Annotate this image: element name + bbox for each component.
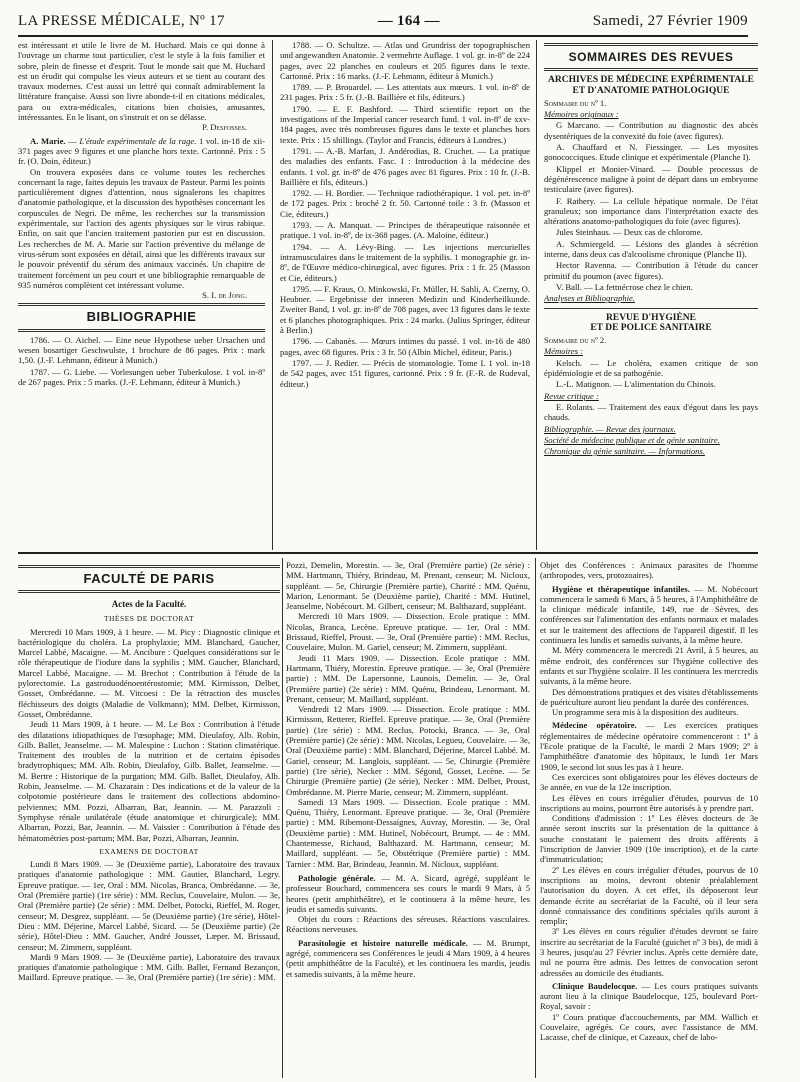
course-heading: Pathologie générale. [298,872,376,883]
course-parasitologie [286,938,530,979]
course-medecine-operatoire [540,720,758,771]
sommaire-label: Sommaire du nº 1. [544,97,607,108]
section-rule [544,68,758,71]
analyses-label: Analyses et Bibliographie. [544,293,635,304]
examens-paragraph: Pozzi, Demelin, Morestin. — 3e, Oral (Première partie) (2e série) : MM. Hartmann, Thiéry, Brindeau, M. Prenant, censeur; M. Nicloux, suppléant. — 5e, Chirurgie (Première partie), Charité : MM. Quénu, Marion, Lenormant. 5e (Deuxième partie), Charité : MM. Hutinel, Jeanselme, Nobécourt. M. Gilbert, censeur; M. Balthazard, suppléant. [286,560,530,612]
actes-heading: Actes de la Faculté. [111,599,187,610]
faculte-heading: FACULTÉ DE PARIS [83,571,215,586]
section-rule [18,303,265,306]
course-objet: Objet du cours : Réactions des séreuses. Réactions vasculaires. Réactions nerveuses. [286,914,530,935]
section-rule [18,565,280,568]
biblio-entry: 1788. — O. Schultze. — Atlas und Grundriss der topographischen und angewandten Anatomie. 2 vermehrte Auflage. 1 vol. gr. in-8º de 224 pages, avec 22 planches en couleurs et 205 figures dans le texte. Cartonné. Prix : 16 marks. (J.-F. Lehmann, éditeur à Munich.) [280,40,530,81]
course-body: — Les cours pratiques suivants auront lieu à la clinique Baudelocque, 125, boulevard Port-Royal, savoir : [540,980,758,1012]
column-2-bottom [286,560,530,979]
column-3-top [544,40,758,457]
header-rule [18,35,748,37]
course-paragraph: 1º Cours pratique d'accouchements, par MM. Wallich et Couvelaire, agrégés. Ce cours, avec l'assistance de MM. Lacasse, chef de clinique, et Cazeaux, chef de labo- [540,1011,758,1043]
memoires-label: Mémoires originaux : [544,109,619,120]
course-paragraph: 2º Les élèves en cours irrégulier d'études, pourvus de 10 inscriptions au moins, devront obtenir préalablement l'autorisation du doyen. A cet effet, ils déposeront leur demande écrite au secrétariat de la Faculté, où il leur sera donné connaissance des conditions spéciales qu'ils auront à remplir; [540,864,758,927]
biblio-entry: 1786. — O. Aichel. — Eine neue Hypothese ueber Ursachen und wesen bosartiger Geschwulste, 1 brochure de 86 pages. Prix : mark 1,50. (J.-F. Lehmann, éditeur à Munich.) [18,334,265,366]
book-details: 1 vol. in-18 de xii-371 pages avec 9 figures et une planche hors texte. Cartonné. Prix : 5 fr. (O. Doin, éditeur.) [18,135,265,167]
review-signature-marie: S. I. de Jong. [202,290,247,301]
course-hygiene [540,584,758,646]
biblio-entry: 1790. — E. F. Bashford. — Third scientific report on the investigations of the Imperial cancer research fund. 1 vol. in-8º de xxv-184 pages, avec très nombreuses figures dans le texte et planches hors texte. Prix : 15 shillings. (Taylor and Francis, éditeurs à Londres.) [280,103,530,145]
course-paragraph: M. Méry commencera le mercredi 21 Avril, à 5 heures, au même endroit, des conférences sur l'hygiène collective des enfants et sur l'hygiène scolaire. Il les continuera les mercredis suivants, à la même heure. [540,645,758,687]
journal-title: LA PRESSE MÉDICALE, Nº 17 [18,12,225,29]
course-body: — M. Nobécourt commencera le samedi 6 Mars, à 5 heures, à l'Amphithéâtre de la clinique médicale infantile, 149, rue de Sèvres, des conférences sur l'alimentation des enfants normaux et malades et sur le traitement des affections de l'appareil digestif. Il les continuera les lundis et samedis suivants, à la même heure. [540,583,758,646]
journal-heading [544,75,758,96]
course-paragraph: 3º Les élèves en cours régulier d'études devront se faire inscrire au secrétariat de la Faculté (guichet nº 3 bis), de midi à 3 heures, jusqu'au 27 Février inclus. Après cette dernière date, nul ne pourra être admis. Des lettres de convocation seront adressées au domicile des étudiants. [540,926,758,978]
biblio-entry: 1791. — A.-B. Marfan, J. Andérodias, R. Cruchet. — La pratique des maladies des enfants. Fasc. I : Introduction à la médecine des enfants. 1 vol. gr. in-8º de 476 pages avec 81 figures. Prix : 10 fr. (J.-B. Baillière et fils, éditeurs.) [280,145,530,187]
column-divider [536,40,537,550]
revue-item: G Marcano. — Contribution au diagnostic des abcès dysentériques de la convexité du foie (avec figures). [544,120,758,141]
examens-paragraph: Lundi 8 Mars 1909. — 3e (Deuxième partie), Laboratoire des travaux pratiques d'anatomie pathologique : MM. Gautier, Blanchard, Legry. Epreuve pratique. — 1er, Oral : MM. Nicolas, Branca, Ombrédanne. — 3e, Oral (Première partie) (1re série) : MM. Reclus, Couvelaire, Mulon. — 3e, Oral (Première partie) (2e série) : MM. Delbet, Potocki, Rieffel, M. Roger, censeur; M. Desgrez, suppléant. — 5e (Deuxième partie) (1re série), Hôtel-Dieu : MM. Déjerine, Marcel Labbé, Sicard. — 5e (Deuxième partie) (2e série), Hôtel-Dieu : MM. Gaucher, André Jousset, Læper. M. Brissaud, censeur; M. Zimmern, suppléant. [18,859,280,952]
course-paragraph: Les élèves en cours irrégulier d'études, pourvus de 10 inscriptions au moins, pourront être autorisés à y prendre part. [540,792,758,813]
course-body: — Les exercices pratiques réglementaires de médecine opératoire commenceront : 1º à l'Ecole pratique de la Faculté, le mardi 2 Mars 1909; 2º à l'amphithéâtre d'anatomie des hôpitaux, le lundi 1er Mars 1909, le second lot sous les pas à 1 heure. [540,720,758,772]
memoires-label: Mémoires : [544,346,584,357]
course-baudelocque [540,981,758,1012]
biblio-entry: 1792. — H. Bordier. — Technique radiothérapique. 1 vol. pet. in-8º de 172 pages. Prix : broché 2 fr. 50. Cartonné toile : 3 fr. (Masson et Cie, éditeurs.) [280,188,530,219]
revues-heading: SOMMAIRES DES REVUES [568,50,734,64]
revue-item: A. Chauffard et N. Fiessinger. — Les myosites gonococciques. Etude clinique et expérimentale (Planche I). [544,142,758,163]
revue-item: Hector Ravenna. — Contribution à l'étude du cancer primitif du poumon (avec figures). [544,260,758,281]
course-heading: Parasitologie et histoire naturelle médicale. [298,937,468,948]
examens-paragraph: Jeudi 11 Mars 1909. — Dissection. Ecole pratique : MM. Hartmann, Thiéry, Morestin. Epreuve pratique. — 3e, Oral (Première partie) : MM. De Lapersonne, Launois, Demelin. — 3e, Oral (Première partie) (2e série) : MM. Quénu, Brindeau, Lenormant. M. Prenant, censeur; M. Maillard, suppléant. [286,652,530,704]
section-rule [544,43,758,46]
theses-heading: THÈSES DE DOCTORAT [103,614,195,624]
review-body: est intéressant et utile le livre de M. Huchard. Mais ce qui donne à l'ouvrage un charme tout particulier, c'est le style à la fois familier et sobre, plein de finesse et d'esprit. Tout le monde sait que M. Huchard est un érudit qui compulse les vieux auteurs et se tient au courant des travaux modernes. C'est aussi un lettré qui connaît admirablement la littérature française. Aussi son livre abonde-t-il en citations médicales, para ou extra-médicales, citations bien choisies, amusantes, intéressantes. En le lisant, on s'instruit et on se délasse. [18,40,265,123]
journal-heading-line: ET D'ANATOMIE PATHOLOGIQUE [572,85,730,96]
examens-heading: EXAMENS DE DOCTORAT [99,846,199,856]
column-1-bottom [18,562,280,983]
biblio-entry: 1793. — A. Manquat. — Principes de thérapeutique raisonnée et pratique. 1 vol. in-8º, de ix-368 pages. (A. Maloine, éditeur.) [280,220,530,241]
column-1-top [18,40,265,388]
issue-date: Samedi, 27 Février 1909 [592,12,748,29]
revue-item: V. Ball. — La fettnécrose chez le chien. [556,281,693,292]
section-rule [18,590,280,593]
journal-heading [544,313,758,334]
theses-paragraph: Mercredi 10 Mars 1909, à 1 heure. — M. Picy : Diagnostic clinique et bactériologique du choléra. La prophylaxie; MM. Blanchard, Gaucher, Marcel Labbé, Macaigne. — M. Ancibure : Quelques considérations sur le rôle thérapeutique de l'iodure dans la syphilis ; MM. Gaucher, Blanchard, Marcel Labbé, Macaigne. — M. Brechot : Contribution à l'étude de la pylorectomie. La gastroduodénoentérostomie; MM. Kirmisson, Delbet, Gosset, Ombrédanne. — M. Vitcoesi : De la rétraction des muscles fléchisseurs des doigts (Maladie de Volkmann); MM. Delbet, Kirmisson, Gosset, Ombrédanne. [18,626,280,719]
course-heading: Hygiène et thérapeutique infantiles. [552,583,690,594]
review-body-marie: On trouvera exposées dans ce volume toutes les recherches concernant la rage, faites depuis les travaux de Pasteur. Parmi les points particulièrement dignes d'attention, nous signalerons les chapitres d'anatomie pathologique, et la discussion des hypothèses concernant les corpuscules de Negri. De même, les recherches sur la transmission expérimentale, sur l'action des agents physiques sur le virus rabique. Enfin, on sait que l'ancien traitement pastorien pur est en discussion. Les recherches de M. A. Marie sur l'action préventive du mélange de virus-sérum sont exposées en détail, ainsi que les différents travaux sur le pouvoir préventif du sérum des animaux vaccinés. Un chapitre de traitement forcément un peu court et une bibliographie remarquable de 935 numéros complètent cet intéressant volume. [18,166,265,290]
revue-item: Jules Steinhaus. — Deux cas de chlorome. [556,227,703,238]
course-body: — M. A. Sicard, agrégé, suppléant le professeur Bouchard, commencera ses cours le mardi 9 Mars, à 5 heures (petit amphithéâtre), et le continuera à la même heure, les jeudis et samedis suivants. [286,872,530,914]
revue-item: A. Schmiergeld. — Lésions des glandes à sécrétion interne, dans deux cas d'alcoolisme chronique (Planche II). [544,238,758,260]
revue-critique-label: Revue critique : [544,390,599,401]
page-number: — 164 — [377,12,440,29]
biblio-entry: 1796. — Cabanès. — Mœurs intimes du passé. 1 vol. in-16 de 480 pages, avec 68 figures. Prix : 3 fr. 50 (Albin Michel, éditeur, Paris.) [280,336,530,357]
column-3-bottom [540,560,758,1043]
biblio-entry: 1787. — G. Liebe. — Vorlesungen ueber Tuberkulose. 1 vol. in-8º de 267 pages. Prix : 5 marks. (J.-F. Lehmann, éditeur à Munich.) [18,366,265,387]
revue-item: L.-L. Matignon. — L'alimentation du Chinois. [556,379,716,390]
bibliographie-label: Bibliographie. — Revue des journaux. [544,423,676,434]
column-divider [535,558,536,1078]
course-objet: Objet des Conférences : Animaux parasites de l'homme (arthropodes, vers, protozoaires). [540,560,758,581]
examens-paragraph: Samedi 13 Mars 1909. — Dissection. Ecole pratique : MM. Quénu, Thiéry, Lenormant. Epreuve pratique. — 3e, Oral (Première partie) : MM. Ribemont-Dessaignes, Auvray, Morestin. — 3e, Oral (Deuxième partie) : MM. Hutinel, Nobécourt, Brumpt. — 4e : MM. Chantemesse, Richaud, Balthazard. M. Hartmann, censeur; M. Maillard, suppléant. — 5e, Obstétrique (Première partie) : MM. Tarnier : MM. Bar, Brindeau, Jeannin. M. Nicloux, suppléant. [286,796,530,869]
review-signature: P. Desfosses. [202,122,247,133]
theses-paragraph: Jeudi 11 Mars 1909, à 1 heure. — M. Le Box : Contribution à l'étude des dilatations idiopathiques de l'œsophage; MM. Dieulafoy, Alb. Robin, Gilb. Ballet, Jeanselme. — M. Malespine : Luchon : Station climatérique. Traitement des troubles de la nutrition et de certains épisodes bradytrophiques; MM. Alb. Robin, Dieulafoy, Gilb. Ballet, Jeanselme. — M. Bertre : Historique de la purgation; MM. Gilb. Ballet, Dieulafoy, Alb. Robin, Jeanselme. — M. Chazarain : Des indications et de la valeur de la colpotomie postérieure dans le traitement des collections abdomino-pelviennes; MM. Pozzi, Albarran, Bar, Jeannin. — M. Parazzoli : Symphyse rénale unilatérale (étude anatomique et chirurgicale); MM. Albarran, Pozzi, Bar, Jeannin. — M. Vaissier : Contribution à l'étude des hématométries post-partum; MM. Bar, Pozzi, Albarran, Jeannin. [18,719,280,843]
column-2-top [280,40,530,390]
bibliographie-heading: BIBLIOGRAPHIE [86,309,197,325]
course-paragraph: Des démonstrations pratiques et des visites d'établissements de puériculture auront lieu pendant la durée des conférences. [540,686,758,707]
revue-item: E. Rolants. — Traitement des eaux d'égout dans les pays chauds. [544,401,758,423]
course-paragraph: Conditions d'admission : 1º Les élèves docteurs de 3e année seront inscrits sur la présentation de la quittance à souche constatant le paiement des droits afférents à l'inscription de Janvier 1909 (10e inscription), et de la carte d'immatriculation; [540,813,758,865]
section-rule [544,308,758,309]
examens-paragraph: Vendredi 12 Mars 1909. — Dissection. Ecole pratique : MM. Kirmisson, Retterer, Rieffel. Epreuve pratique. — 3e, Oral (Première partie) (1re série) : MM. Reclus, Potocki, Branca. — 3e, Oral (Première partie) (2e série) : MM. Nicolas, Legueu, Couvelaire. — 3e, Oral (Deuxième partie) : MM. Blanchard, Déjerine, Marcel Labbé. M. Gariel, censeur; M. Langlois, suppléant. — 5e, Chirurgie (Première partie) (1re série), Necker : MM. Ségond, Gosset, Lecène. — 5e Chirurgie (Première partie) (2e série), Necker : MM. Delbet, Proust, Ombrédanne. M. Pierre Marie, censeur; M. Zimmern, suppléant. [286,704,530,797]
review-entry-marie: A. Marie. — L'étude expérimentale de la rage. 1 vol. in-18 de xii-371 pages avec 9 figures et une planche hors texte. Cartonné. Prix : 5 fr. (O. Doin, éditeur.) [18,135,265,167]
journal-heading-line: ET DE POLICE SANITAIRE [590,322,712,333]
examens-paragraph: Mardi 9 Mars 1909. — 3e (Deuxième partie), Laboratoire des travaux pratiques d'anatomie pathologique : MM. Gilb. Ballet, Fernand Bezançon, Maillard. Epreuve pratique. — 3e, Oral (Première partie) (1re série) : MM. [18,951,280,983]
page-header [18,8,748,34]
course-heading: Clinique Baudelocque. [552,980,638,991]
revue-item: Kelsch. — Le choléra, examen critique de son épidémiologie et de sa pathogénie. [544,357,758,379]
chronique-label: Chronique du génie sanitaire. — Informations. [544,446,705,457]
column-divider [282,558,283,1078]
course-heading: Médecine opératoire. [552,720,637,731]
societe-label: Société de médecine publique et de génie sanitaire. [544,434,720,445]
biblio-entry: 1795. — F. Kraus, O. Minkowski, Fr. Müller, H. Sahli, A. Czerny, O. Heubner. — Ergebnisse der inneren Medizin und Kinderheilkunde. Zweiter Band, 1 vol. gr. in-8º de 708 pages, avec 13 figures dans le texte et 6 planches photographiques. Prix : 24 marks. (Julius Springer, éditeur à Berlin.) [280,283,530,336]
section-rule [18,329,265,332]
author-name: A. Marie. [30,135,66,146]
biblio-entry: 1789. — P. Brouardel. — Les attentats aux mœurs. 1 vol. in-8º de 231 pages. Prix : 5 fr. (J.-B. Baillière et fils, éditeurs.) [280,82,530,103]
course-paragraph: Un programme sera mis à la disposition des auditeurs. [552,707,739,718]
column-divider [272,40,273,550]
biblio-entry: 1797. — J. Redier. — Précis de stomatologie. Tome I. 1 vol. in-18 de 542 pages, avec 151 figures, cartonné. Prix : 9 fr. (F.-R. de Rudeval, éditeur.) [280,357,530,389]
biblio-entry: 1794. — A. Lévy-Bing. — Les injections mercurielles intramusculaires dans le traitement de la syphilis. 1 monographie gr. in-8º, de l'Œuvre médico-chirurgical, avec figures. Prix : 1 fr. 25 (Masson et Cie, éditeurs.) [280,241,530,283]
course-paragraph: Ces exercices sont obligatoires pour les élèves docteurs de 3e année, en vue de la 12e inscription. [540,771,758,793]
revue-item: Klippel et Monier-Vinard. — Double processus de dégénérescence maligne à point de départ dans un embryome testiculaire (avec figures). [544,163,758,195]
journal-heading-line: ARCHIVES DE MÉDECINE EXPÉRIMENTALE [548,75,754,86]
book-title: L'étude expérimentale de la rage. [79,135,197,146]
course-body: — M. Brumpt, agrégé, commencera ses Conférences le jeudi 4 Mars 1909, à 4 heures (petit amphithéâtre de la Faculté), et les continuera les mardis, jeudis et samedis suivants, à la même heure. [286,937,530,979]
examens-paragraph: Mercredi 10 Mars 1909. — Dissection. Ecole pratique : MM. Nicolas, Branca, Lecène. Epreuve pratique. — 1er, Oral : MM. Brissaud, Rieffel, Proust. — 3e, Oral (Première partie) : MM. Reclus, Couvelaire, Mulon. M. Gariel, censeur; M. Zimmern, suppléant. [286,611,530,653]
course-pathologie [286,873,530,914]
page-section-rule [18,552,758,554]
revue-item: F. Rathery. — La cellule hépatique normale. De l'état granuleux; son importance dans l'interprétation exacte des altérations anatomo-pathologiques du foie (avec figures). [544,195,758,227]
sommaire-label: Sommaire du nº 2. [544,335,607,346]
journal-heading-line: REVUE D'HYGIÈNE [606,312,696,323]
